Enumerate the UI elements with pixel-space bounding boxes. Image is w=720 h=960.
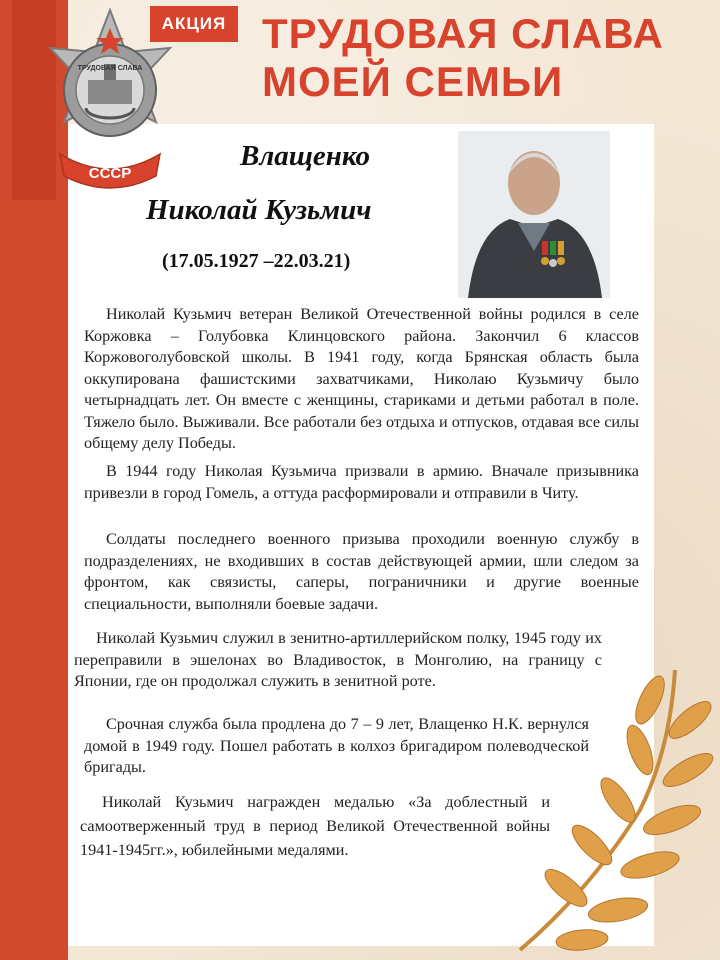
portrait-head [508, 151, 560, 215]
laurel-leaf [618, 847, 682, 884]
biography-paragraph-3: Солдаты последнего военного призыва проходили военную службу в подразделениях, не входивших в состав действующей армии, шли следом за фронтом, как связисты, саперы, пограничники и другие военные специальности, выполняли боевые задачи. [84, 530, 639, 613]
portrait-medal-3 [558, 241, 564, 255]
laurel-leaf [587, 894, 650, 926]
portrait-medal-1 [542, 241, 548, 255]
person-surname: Влащенко [240, 140, 370, 172]
biography-paragraph-6: Николай Кузьмич награжден медалью «За доблестный и самоотверженный труд в период Великой Отечественной войны 1941-1945гг.», юбилейными медалями. [80, 793, 550, 859]
portrait-medal-disc-2 [549, 259, 557, 267]
campaign-badge: АКЦИЯ [150, 6, 238, 42]
laurel-leaf [630, 672, 670, 728]
biography-paragraph-5: Срочная служба была продлена до 7 – 9 лет, Влащенко Н.К. вернулся домой в 1949 году. Пошел работать в колхоз бригадиром полеводческой бригады. [84, 715, 589, 776]
golden-laurel-branch [500, 660, 720, 960]
biography-paragraph-2: В 1944 году Николая Кузьмича призвали в армию. Вначале призывника привезли в город Гомель, а оттуда расформировали и отправили в Читу. [84, 462, 639, 502]
laurel-leaf [659, 747, 717, 792]
emblem-ribbon-text: СССР [88, 165, 132, 182]
poster-title-line1: ТРУДОВАЯ СЛАВА [262, 10, 664, 57]
poster-title [262, 10, 664, 106]
portrait-medal-disc-1 [541, 257, 549, 265]
person-given-names: Николай Кузьмич [146, 194, 372, 226]
person-life-dates: (17.05.1927 –22.03.21) [162, 250, 351, 272]
biography-paragraph-4: Николай Кузьмич служил в зенитно-артиллерийском полку, 1945 году их переправили в эшелонах во Владивосток, в Монголию, на границу с Японии, где он продолжал служить в зенитной роте. [74, 629, 602, 690]
laurel-leaf [555, 928, 609, 952]
poster-title-line2: МОЕЙ СЕМЬИ [262, 58, 564, 105]
portrait-medal-2 [550, 241, 556, 255]
laurel-leaf [622, 722, 659, 778]
portrait-medal-disc-3 [557, 257, 565, 265]
biography-paragraph-1: Николай Кузьмич ветеран Великой Отечественной войны родился в селе Коржовка – Голубовка Клинцовского района. Закончил 6 классов Коржовоголубовской школы. В 1941 году, когда Брянская область была оккупирована фашистскими захватчиками, Николаю Кузьмичу было четырнадцать лет. Он вместе с женщины, стариками и детьми работал в поле. Тяжело было. Выживали. Все работали без отдыха и отпусков, отдавая все силы общему делу Победы. [84, 305, 639, 452]
labour-glory-order-emblem [30, 8, 190, 198]
veteran-portrait-photo [458, 131, 610, 298]
laurel-leaf [567, 820, 618, 871]
portrait-illustration [458, 131, 610, 298]
laurel-leaf [640, 799, 704, 840]
laurel-leaf [595, 773, 641, 827]
emblem-factory [88, 80, 132, 104]
emblem-ring-text: ТРУДОВАЯ СЛАВА [77, 65, 143, 72]
